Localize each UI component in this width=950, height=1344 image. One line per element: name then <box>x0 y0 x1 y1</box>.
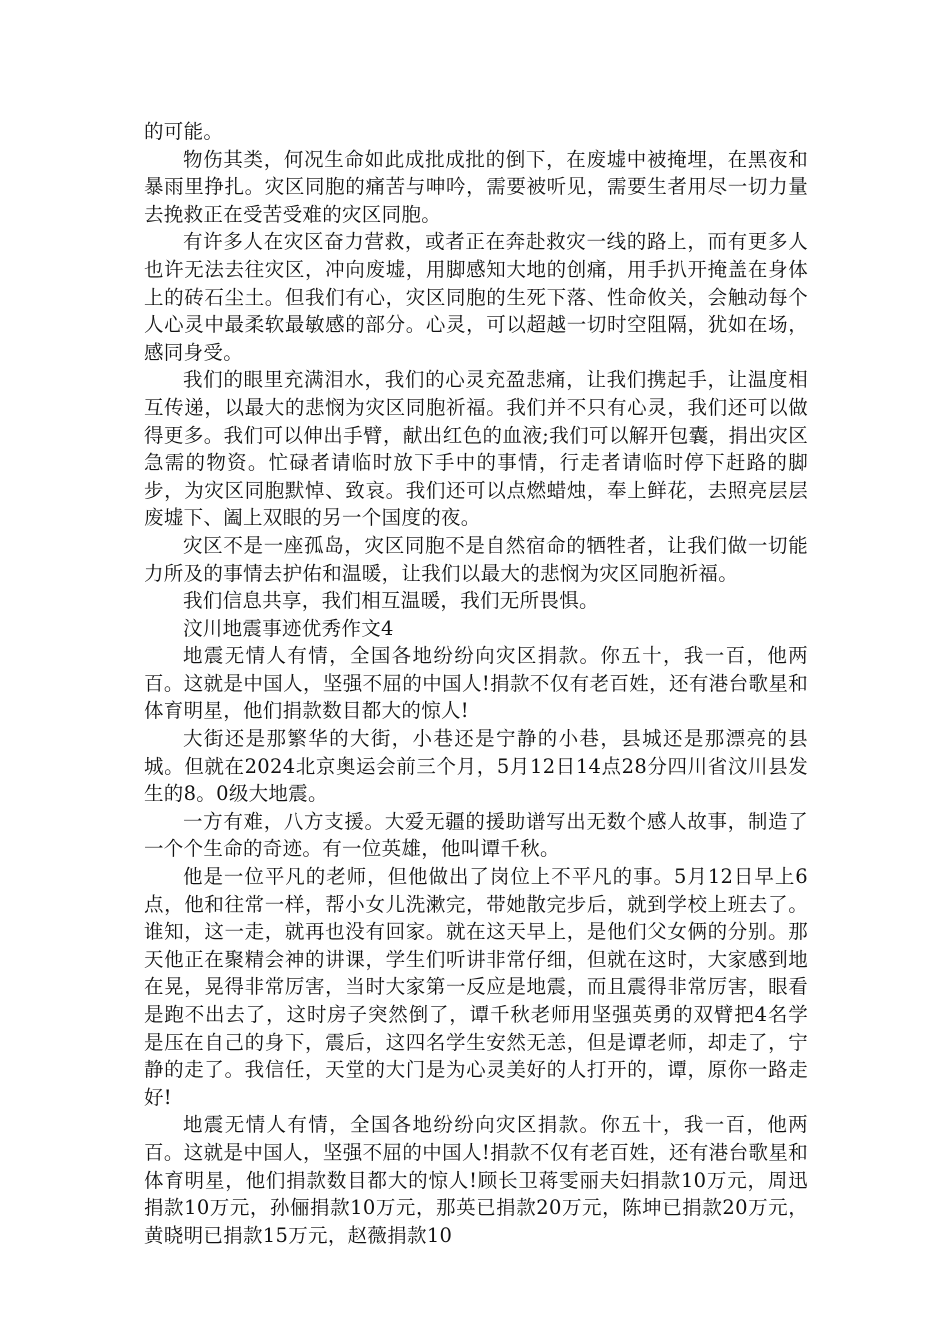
paragraph: 物伤其类，何况生命如此成批成批的倒下，在废墟中被掩埋，在黑夜和暴雨里挣扎。灾区同胞的痛苦与呻吟，需要被听见，需要生者用尽一切力量去挽救正在受苦受难的灾区同胞。 <box>144 147 808 226</box>
paragraph: 大街还是那繁华的大街，小巷还是宁静的小巷，县城还是那漂亮的县城。但就在2024北京奥运会前三个月，5月12日14点28分四川省汶川县发生的8。0级大地震。 <box>144 727 808 806</box>
paragraph: 他是一位平凡的老师，但他做出了岗位上不平凡的事。5月12日早上6点，他和往常一样，帮小女儿洗漱完，带她散完步后，就到学校上班去了。谁知，这一走，就再也没有回家。就在这天早上，是他们父女俩的分别。那天他正在聚精会神的讲课，学生们听讲非常仔细，但就在这时，大家感到地在晃，晃得非常厉害，当时大家第一反应是地震，而且震得非常厉害，眼看是跑不出去了，这时房子突然倒了，谭千秋老师用坚强英勇的双臂把4名学是压在自己的身下，震后，这四名学生安然无恙，但是谭老师，却走了，宁静的走了。我信任，天堂的大门是为心灵美好的人打开的，谭，原你一路走好! <box>144 865 808 1109</box>
paragraph: 地震无情人有情，全国各地纷纷向灾区捐款。你五十，我一百，他两百。这就是中国人，坚强不屈的中国人!捐款不仅有老百姓，还有港台歌星和体育明星，他们捐款数目都大的惊人!顾长卫蒋雯丽夫妇捐款10万元，周迅捐款10万元，孙俪捐款10万元，那英已捐款20万元，陈坤已捐款20万元，黄晓明已捐款15万元，赵薇捐款10 <box>144 1113 808 1247</box>
paragraph: 一方有难，八方支援。大爱无疆的援助谱写出无数个感人故事，制造了一个个生命的奇迹。有一位英雄，他叫谭千秋。 <box>144 809 808 861</box>
paragraph: 我们信息共享，我们相互温暖，我们无所畏惧。 <box>183 589 599 613</box>
paragraph: 地震无情人有情，全国各地纷纷向灾区捐款。你五十，我一百，他两百。这就是中国人，坚强不屈的中国人!捐款不仅有老百姓，还有港台歌星和体育明星，他们捐款数目都大的惊人! <box>144 644 808 723</box>
paragraph: 的可能。 <box>144 120 224 143</box>
paragraph: 我们的眼里充满泪水，我们的心灵充盈悲痛，让我们携起手，让温度相互传递，以最大的悲悯为灾区同胞祈福。我们并不只有心灵，我们还可以做得更多。我们可以伸出手臂，献出红色的血液;我们可以解开包囊，捐出灾区急需的物资。忙碌者请临时放下手中的事情，行走者请临时停下赶路的脚步，为灾区同胞默悼、致哀。我们还可以点燃蜡烛，奉上鲜花，去照亮层层废墟下、阖上双眼的另一个国度的夜。 <box>144 368 808 530</box>
document-body <box>144 118 808 1249</box>
paragraph: 灾区不是一座孤岛，灾区同胞不是自然宿命的牺牲者，让我们做一切能力所及的事情去护佑和温暖，让我们以最大的悲悯为灾区同胞祈福。 <box>144 533 808 585</box>
paragraph: 有许多人在灾区奋力营救，或者正在奔赴救灾一线的路上，而有更多人也许无法去往灾区，冲向废墟，用脚感知大地的创痛，用手扒开掩盖在身体上的砖石尘土。但我们有心，灾区同胞的生死下落、性命攸关，会触动每个人心灵中最柔软最敏感的部分。心灵，可以超越一切时空阻隔，犹如在场，感同身受。 <box>144 230 808 364</box>
section-heading: 汶川地震事迹优秀作文4 <box>183 616 394 640</box>
